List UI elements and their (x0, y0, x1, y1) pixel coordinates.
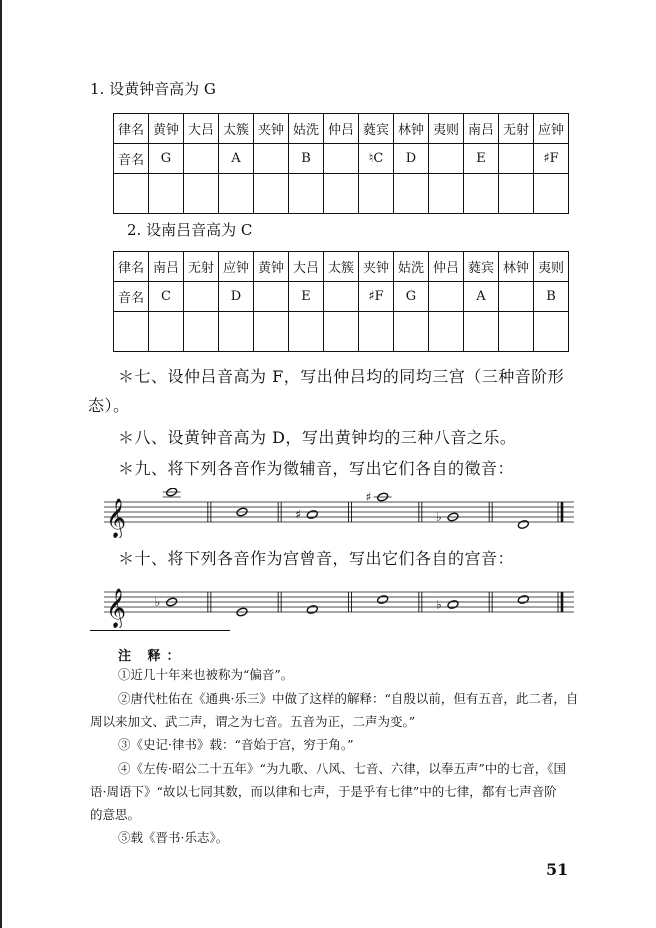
table2-cell: C (149, 282, 184, 312)
table2-cell: B (534, 282, 569, 312)
exercise-9: ＊九、将下列各音作为徵辅音，写出它们各自的徵音： (118, 459, 515, 478)
table1-cell: 黄钟 (149, 114, 184, 144)
staff1-note (517, 520, 529, 530)
table2-cell: 无射 (184, 252, 219, 282)
lv-table-1 (113, 113, 569, 214)
table2-cell: A (464, 282, 499, 312)
section-1-title: 1. 设黄钟音高为 G (90, 80, 216, 98)
table1-cell: 南吕 (464, 114, 499, 144)
exercise-7-line-2: 态）。 (88, 396, 130, 415)
table1-cell: 大吕 (184, 114, 219, 144)
table1-cell (464, 174, 499, 214)
table2-cell: 夷则 (534, 252, 569, 282)
table2-cell (499, 282, 534, 312)
table1-cell: 音名 (114, 144, 149, 174)
whole-notehead (306, 510, 318, 520)
table1-cell (394, 174, 429, 214)
table2-cell: 南吕 (149, 252, 184, 282)
table1-cell: 夷则 (429, 114, 464, 144)
table2-cell (429, 312, 464, 352)
table2-cell (359, 312, 394, 352)
table2-cell (254, 282, 289, 312)
table1-cell: 太簇 (219, 114, 254, 144)
table1-cell (429, 174, 464, 214)
staff1-note (295, 508, 318, 522)
whole-notehead (447, 600, 459, 610)
sharp-icon: ♯ (295, 507, 302, 522)
table2-cell (464, 312, 499, 352)
table1-cell (324, 144, 359, 174)
table1-row (114, 114, 569, 144)
flat-icon: ♭ (435, 597, 442, 612)
staff2-note (306, 605, 318, 615)
footnote-rule (90, 630, 230, 631)
table2-cell (149, 312, 184, 352)
table2-cell: ♯F (359, 282, 394, 312)
table2-cell: 大吕 (289, 252, 324, 282)
whole-notehead (166, 488, 178, 497)
table2-cell: 林钟 (499, 252, 534, 282)
staff2-note (377, 595, 389, 605)
flat-icon: ♭ (154, 595, 161, 609)
table2-cell: D (219, 282, 254, 312)
table1-cell (289, 174, 324, 214)
page-left-border (0, 0, 2, 928)
exercise-10: ＊十、将下列各音作为宫曾音，写出它们各自的宫音： (118, 549, 515, 568)
table1-cell (534, 174, 569, 214)
table2-cell (219, 312, 254, 352)
lv-table-2 (113, 251, 569, 352)
exercise-8: ＊八、设黄钟音高为 D，写出黄钟均的三种八音之乐。 (118, 428, 517, 447)
table1-cell (429, 144, 464, 174)
note-4-line-3: 的意思。 (90, 807, 141, 822)
treble-clef-icon: 𝄞 (106, 588, 127, 628)
table1-cell (324, 174, 359, 214)
table1-cell: 律名 (114, 114, 149, 144)
table2-cell: 律名 (114, 252, 149, 282)
music-staff-1 (100, 488, 580, 538)
table1-cell (184, 144, 219, 174)
note-4-line-1: ④《左传·昭公二十五年》“为九歌、八风、七音、六律，以奉五声”中的七音，《国 (118, 761, 567, 776)
treble-clef-icon: 𝄞 (106, 498, 127, 538)
staff2-note (436, 598, 459, 612)
table2-cell: 黄钟 (254, 252, 289, 282)
table2-cell (534, 312, 569, 352)
table2-cell (324, 312, 359, 352)
table1-cell (499, 144, 534, 174)
note-5: ⑤载《晋书·乐志》。 (118, 830, 229, 845)
whole-notehead (517, 595, 529, 605)
table1-cell: 蕤宾 (359, 114, 394, 144)
notes-heading: 注 释： (118, 649, 186, 664)
table2-cell: G (394, 282, 429, 312)
staff2-note (517, 595, 529, 605)
table1-cell (499, 174, 534, 214)
table1-cell: 姑洗 (289, 114, 324, 144)
table2-cell: 夹钟 (359, 252, 394, 282)
table2-cell: 应钟 (219, 252, 254, 282)
table1-cell: 应钟 (534, 114, 569, 144)
table2-cell (289, 312, 324, 352)
flat-icon: ♭ (435, 510, 442, 524)
table2-cell: 姑洗 (394, 252, 429, 282)
whole-notehead (517, 520, 529, 530)
note-1: ①近几十年来也被称为“偏音”。 (118, 667, 294, 682)
table2-cell: 太簇 (324, 252, 359, 282)
table1-cell: D (394, 144, 429, 174)
table1-cell (254, 144, 289, 174)
table1-cell: A (219, 144, 254, 174)
table2-cell (254, 312, 289, 352)
sharp-icon: ♯ (365, 490, 372, 504)
table2-cell (429, 282, 464, 312)
table2-row (114, 282, 569, 312)
table1-row (114, 144, 569, 174)
table2-cell: 蕤宾 (464, 252, 499, 282)
table1-cell (219, 174, 254, 214)
table2-cell (114, 312, 149, 352)
note-2-line-2: 周以来加文、武二声，谓之为七音。五音为正，二声为变。” (90, 714, 416, 729)
table2-cell (184, 312, 219, 352)
table1-cell: ♮C (359, 144, 394, 174)
table2-row (114, 252, 569, 282)
table1-cell (359, 174, 394, 214)
table1-cell: 夹钟 (254, 114, 289, 144)
table2-cell (324, 282, 359, 312)
note-4-line-2: 语·周语下》“故以七同其数，而以律和七声，于是乎有七律”中的七律，都有七声音阶 (90, 784, 557, 799)
table1-cell: 无射 (499, 114, 534, 144)
table2-row (114, 312, 569, 352)
table1-cell: 林钟 (394, 114, 429, 144)
table1-cell (114, 174, 149, 214)
table2-cell (499, 312, 534, 352)
note-3: ③《史记·律书》载：“音始于宫，穷于角。” (118, 737, 354, 752)
note-2-line-1: ②唐代杜佑在《通典·乐三》中做了这样的解释：“自殷以前，但有五音，此二者，自 (118, 691, 579, 706)
whole-notehead (377, 595, 389, 605)
exercise-7-line-1: ＊七、设仲吕音高为 F，写出仲吕均的同均三宫（三种音阶形 (118, 367, 565, 386)
table1-cell (184, 174, 219, 214)
table1-cell: 仲吕 (324, 114, 359, 144)
staff1-note (163, 488, 181, 497)
table2-cell: E (289, 282, 324, 312)
table1-cell: B (289, 144, 324, 174)
table2-cell: 仲吕 (429, 252, 464, 282)
table1-row (114, 174, 569, 214)
table1-cell: ♯F (534, 144, 569, 174)
table1-cell: G (149, 144, 184, 174)
table1-cell (254, 174, 289, 214)
table2-cell (184, 282, 219, 312)
table2-cell: 音名 (114, 282, 149, 312)
section-2-title: 2. 设南吕音高为 C (127, 221, 253, 239)
whole-notehead (306, 605, 318, 615)
table1-cell (149, 174, 184, 214)
table2-cell (394, 312, 429, 352)
table1-cell: E (464, 144, 499, 174)
page-number: 51 (546, 860, 569, 879)
music-staff-2 (100, 578, 580, 628)
